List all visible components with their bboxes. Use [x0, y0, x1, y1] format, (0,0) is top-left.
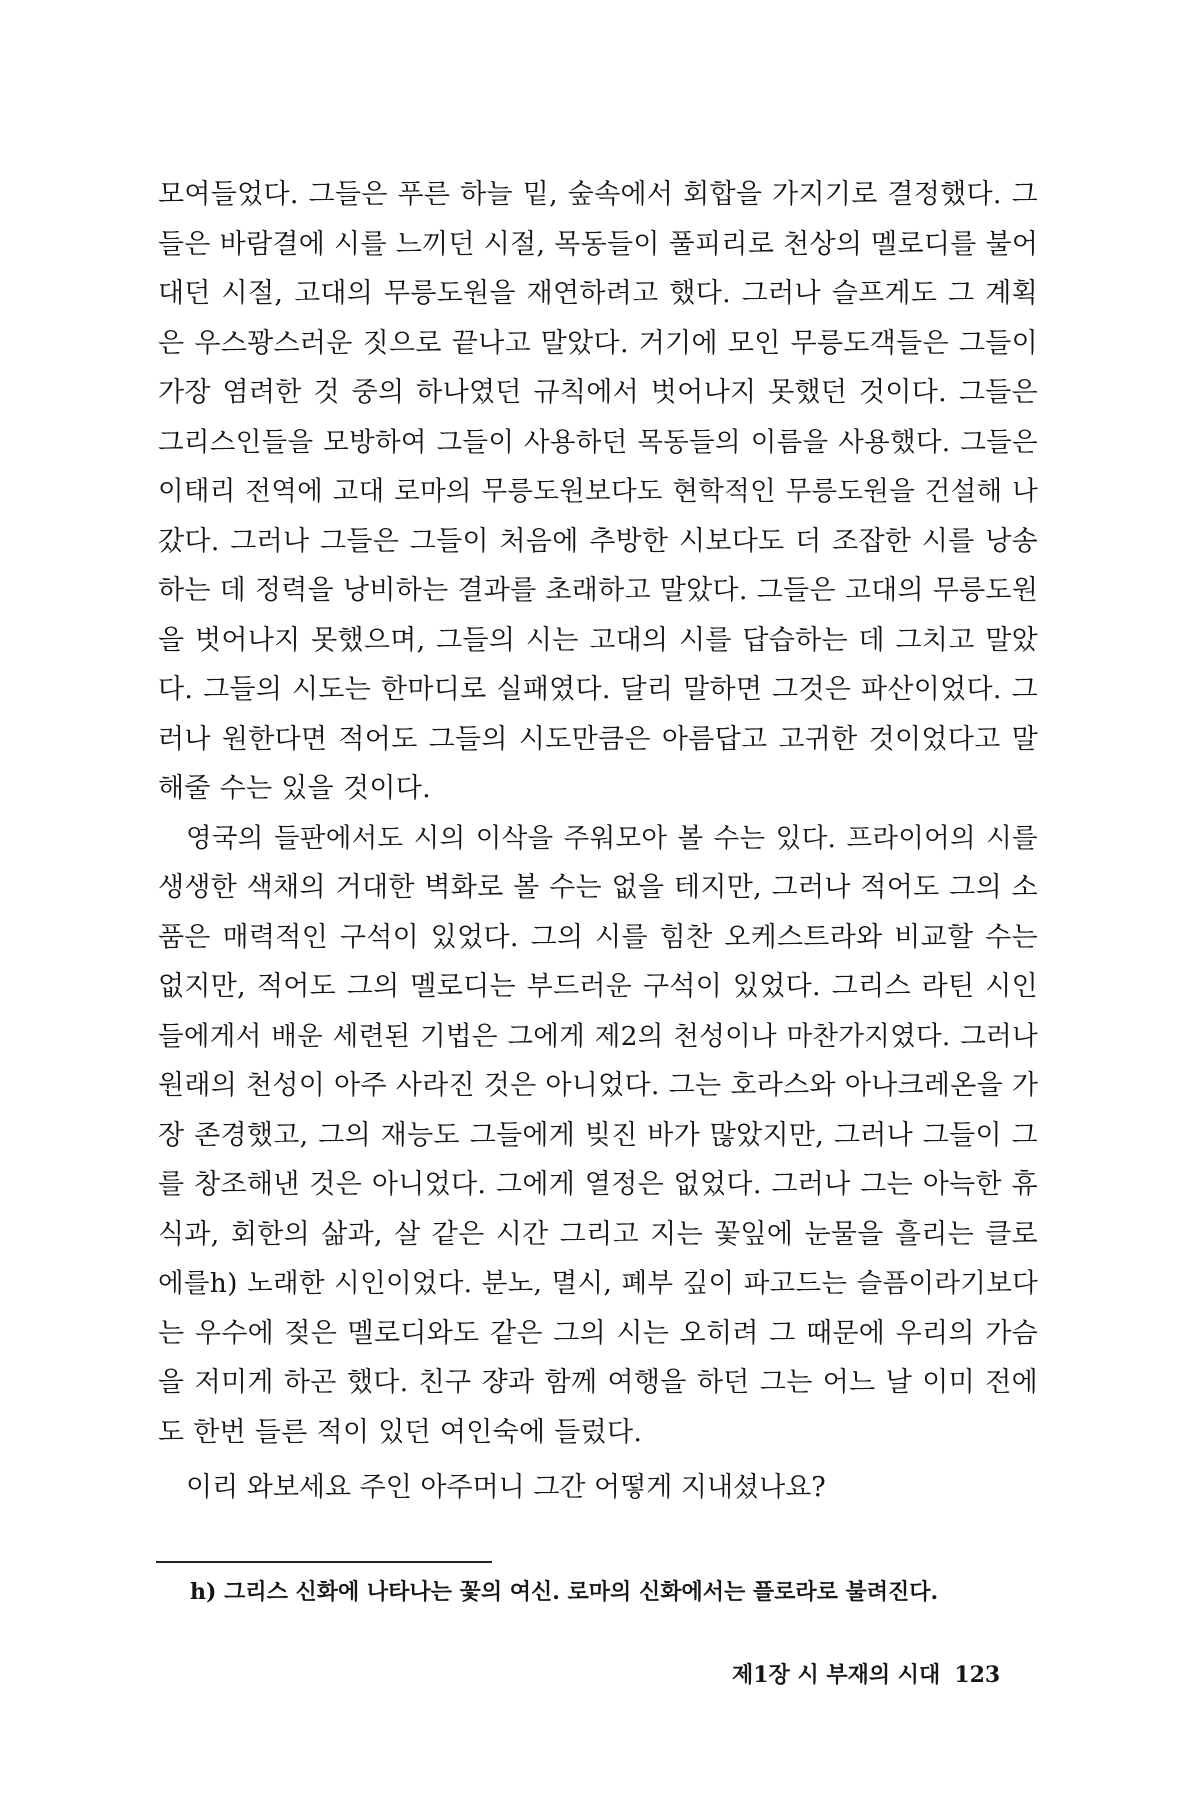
body-line: 들은 바람결에 시를 느끼던 시절, 목동들이 풀피리로 천상의 멜로디를 불어 — [158, 228, 1039, 260]
body-line: 없지만, 적어도 그의 멜로디는 부드러운 구석이 있었다. 그리스 라틴 시인 — [158, 971, 1038, 1002]
body-line: 가장 염려한 것 중의 하나였던 규칙에서 벗어나지 못했던 것이다. 그들은 — [158, 377, 1038, 408]
body-line: 갔다. 그러나 그들은 그들이 처음에 추방한 시보다도 더 조잡한 시를 낭송 — [158, 525, 1038, 557]
body-text — [158, 170, 1038, 1457]
running-footer — [732, 1660, 1000, 1690]
body-line: 식과, 회한의 삶과, 살 같은 시간 그리고 지는 꽃잎에 눈물을 흘리는 클로 — [158, 1218, 1038, 1250]
body-line: 해줄 수는 있을 것이다. — [158, 773, 431, 804]
body-line: 원래의 천성이 아주 사라진 것은 아니었다. 그는 호라스와 아나크레온을 가 — [158, 1070, 1039, 1101]
body-line: 품은 매력적인 구석이 있었다. 그의 시를 힘찬 오케스트라와 비교할 수는 — [158, 921, 1038, 953]
body-line: 에를h) 노래한 시인이었다. 분노, 멸시, 폐부 깊이 파고드는 슬픔이라기보다 — [158, 1268, 1038, 1299]
body-line: 는 우수에 젖은 멜로디와도 같은 그의 시는 오히려 그 때문에 우리의 가슴 — [158, 1317, 1038, 1349]
body-line: 들에게서 배운 세련된 기법은 그에게 제2의 천성이나 마찬가지였다. 그러나 — [158, 1020, 1038, 1052]
body-line: 대던 시절, 고대의 무릉도원을 재연하려고 했다. 그러나 슬프게도 그 계획 — [158, 278, 1038, 309]
footnote-divider — [156, 1561, 492, 1563]
body-line: 영국의 들판에서도 시의 이삭을 주워모아 볼 수는 있다. 프라이어의 시를 — [186, 822, 1038, 854]
footnote: h) 그리스 신화에 나타나는 꽃의 여신. 로마의 신화에서는 플로라로 불려진다. — [190, 1579, 939, 1605]
body-line: 이태리 전역에 고대 로마의 무릉도원보다도 현학적인 무릉도원을 건설해 나 — [158, 476, 1038, 507]
body-line: 장 존경했고, 그의 재능도 그들에게 빚진 바가 많았지만, 그러나 그들이 그 — [158, 1119, 1038, 1151]
body-line: 다. 그들의 시도는 한마디로 실패였다. 달리 말하면 그것은 파산이었다. 그 — [158, 674, 1038, 705]
body-line: 모여들었다. 그들은 푸른 하늘 밑, 숲속에서 회합을 가지기로 결정했다. 그 — [158, 179, 1038, 210]
body-line: 하는 데 정력을 낭비하는 결과를 초래하고 말았다. 그들은 고대의 무릉도원 — [158, 575, 1039, 606]
body-line: 은 우스꽝스러운 짓으로 끝나고 말았다. 거기에 모인 무릉도객들은 그들이 — [158, 327, 1038, 359]
body-line: 를 창조해낸 것은 아니었다. 그에게 열정은 없었다. 그러나 그는 아늑한 휴 — [158, 1169, 1038, 1200]
body-line: 그리스인들을 모방하여 그들이 사용하던 목동들의 이름을 사용했다. 그들은 — [158, 426, 1038, 458]
body-line: 을 벗어나지 못했으며, 그들의 시는 고대의 시를 답습하는 데 그치고 말았 — [158, 624, 1038, 656]
body-line: 도 한번 들른 적이 있던 여인숙에 들렀다. — [158, 1416, 643, 1448]
verse-line: 이리 와보세요 주인 아주머니 그간 어떻게 지내셨나요? — [186, 1472, 826, 1503]
body-line: 생생한 색채의 거대한 벽화로 볼 수는 없을 테지만, 그러나 적어도 그의 소 — [158, 872, 1038, 903]
running-title: 제1장 시 부재의 시대 — [732, 1662, 941, 1688]
body-line: 을 저미게 하곤 했다. 친구 쟝과 함께 여행을 하던 그는 어느 날 이미 전에 — [158, 1367, 1038, 1398]
body-line: 러나 원한다면 적어도 그들의 시도만큼은 아름답고 고귀한 것이었다고 말 — [158, 723, 1038, 755]
page-number: 123 — [954, 1662, 1001, 1688]
